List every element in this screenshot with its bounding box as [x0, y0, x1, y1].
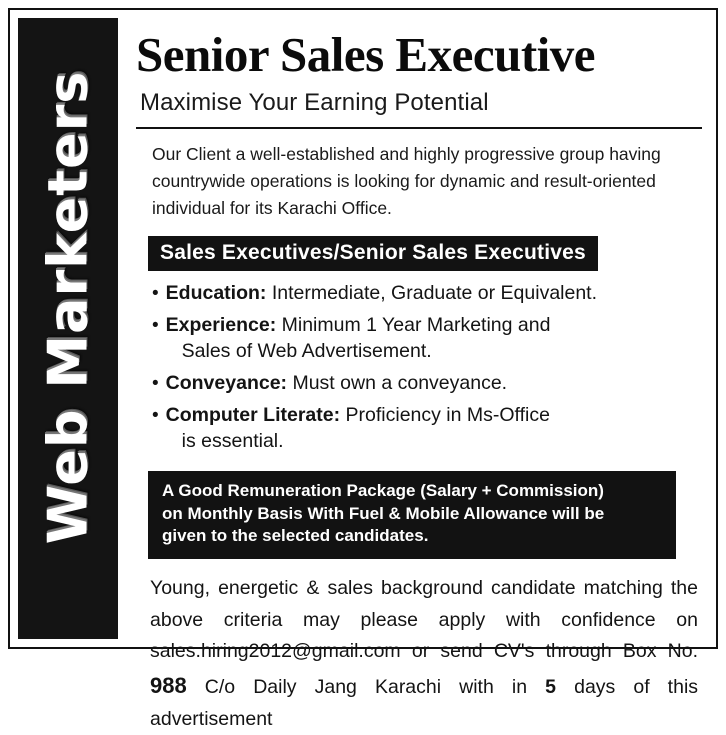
requirement-text-continued: is essential. [181, 429, 284, 452]
closing-text-part-3: C/o Daily Jang Karachi with in [204, 675, 528, 698]
position-band: Sales Executives/Senior Sales Executives [148, 236, 598, 271]
bullet-dot-icon: • [152, 315, 159, 337]
requirement-label: Conveyance: [165, 372, 288, 395]
list-item [152, 281, 700, 307]
remuneration-line-3: given to the selected candidates. [162, 526, 429, 546]
list-item [152, 371, 700, 397]
closing-text-part-4: days of this advertisement [150, 675, 699, 730]
requirement-text-continued: Sales of Web Advertisement. [181, 340, 432, 363]
remuneration-line-2: on Monthly Basis With Fuel & Mobile Allowance will be [162, 503, 605, 523]
remuneration-box [148, 471, 676, 559]
requirement-text: Intermediate, Graduate or Equivalent. [271, 282, 598, 305]
contact-email[interactable]: sales.hiring2012@gmail.com [150, 640, 401, 663]
requirement-label: Computer Literate: [165, 404, 341, 427]
page-title: Senior Sales Executive [136, 27, 596, 82]
bullet-dot-icon: • [152, 283, 159, 305]
deadline-days: 5 [545, 675, 557, 698]
divider [136, 127, 702, 129]
requirements-list [152, 281, 700, 455]
bullet-dot-icon: • [152, 373, 159, 395]
closing-text-part-2: or send CV's through Box No. [411, 640, 699, 663]
requirement-text: Minimum 1 Year Marketing and [281, 314, 551, 337]
box-number: 988 [150, 672, 187, 698]
intro-paragraph: Our Client a well-established and highly progressive group having countrywide operations is looking for dynamic and result-oriented individual for its Karachi Office. [152, 143, 661, 219]
closing-paragraph [150, 573, 698, 735]
requirement-label: Education: [165, 282, 267, 305]
bullet-dot-icon: • [152, 405, 159, 427]
tagline: Maximise Your Earning Potential [140, 88, 489, 116]
company-name: Web Marketers [36, 70, 100, 545]
closing-text-part-1: Young, energetic & sales background candidate matching the above criteria may please apply with confidence on [150, 577, 698, 631]
requirement-text: Must own a conveyance. [292, 372, 508, 395]
remuneration-line-1: A Good Remuneration Package (Salary + Commission) [162, 480, 604, 500]
requirement-label: Experience: [165, 314, 277, 337]
requirement-text: Proficiency in Ms-Office [345, 404, 550, 427]
ad-content [130, 16, 708, 730]
list-item [152, 313, 700, 365]
company-sidebar [18, 18, 118, 639]
list-item [152, 403, 700, 455]
